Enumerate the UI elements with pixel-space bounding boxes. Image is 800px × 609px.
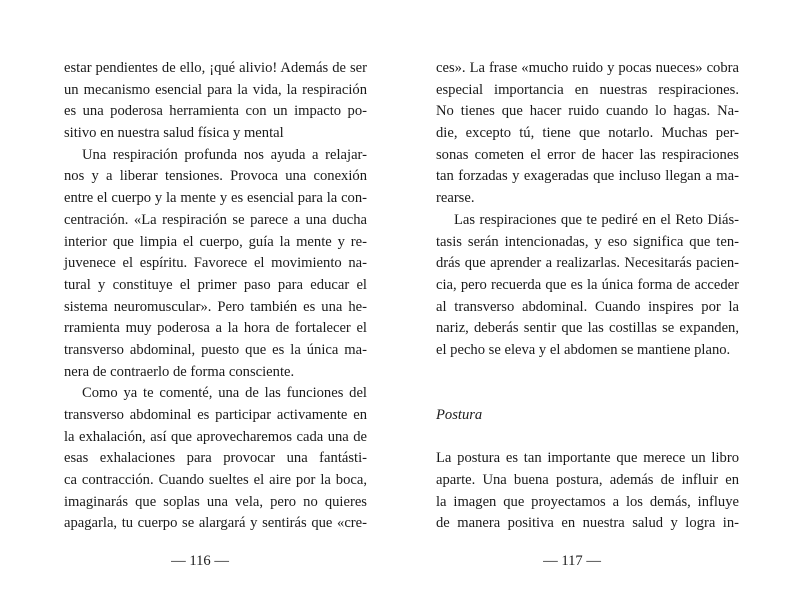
- text-line: la imagen que proyectamos a los demás, influye: [436, 493, 739, 510]
- text-line: Las respiraciones que te pediré en el Reto Diás-: [454, 211, 739, 228]
- text-line: interior que limpia el cuerpo, guía la mente y re-: [64, 233, 367, 250]
- text-line: ces». La frase «mucho ruido y pocas nueces» cobra: [436, 60, 739, 76]
- text-line: Una respiración profunda nos ayuda a relajar-: [82, 146, 367, 163]
- text-line: La postura es tan importante que merece un libro: [436, 450, 739, 467]
- text-line: un mecanismo esencial para la vida, la respiración: [64, 81, 367, 98]
- text-line: sonas cometen el error de hacer las respiraciones: [436, 146, 739, 163]
- text-line: No tienes que hacer ruido cuando lo hagas. Na-: [436, 103, 739, 120]
- text-line: el pecho se eleva y el abdomen se mantiene plano.: [436, 341, 731, 358]
- section-heading: Postura: [436, 407, 483, 423]
- text-line: transverso abdominal, puesto que es la única ma-: [64, 341, 367, 358]
- text-line: cia, pero recuerda que es la única forma de acceder: [436, 276, 739, 293]
- text-line: tan forzadas y exageradas que incluso llegan a ma-: [436, 168, 739, 185]
- text-line: sistema neuromuscular». Pero también es una he-: [64, 298, 367, 315]
- text-line: nos y a liberar tensiones. Provoca una conexión: [64, 168, 367, 185]
- text-line: aparte. Una buena postura, además de influir en: [436, 472, 739, 489]
- text-line: rramienta muy poderosa a la hora de fortalecer el: [64, 320, 367, 337]
- text-line: die, excepto tú, tiene que notarlo. Muchas per-: [436, 125, 739, 142]
- text-line: especial importancia en nuestras respiraciones.: [436, 81, 739, 98]
- text-line: drás que aprender a realizarlas. Necesitarás pacien-: [436, 255, 739, 272]
- right-page: [436, 58, 739, 535]
- text-line: Como ya te comenté, una de las funciones del: [82, 385, 367, 402]
- text-line: de manera positiva en nuestra salud y logra in-: [436, 515, 739, 532]
- text-line: tural y constituye el primer paso para educar el: [64, 276, 367, 293]
- text-line: imaginarás que soplas una vela, pero no quieres: [64, 493, 367, 510]
- text-line: sitivo en nuestra salud física y mental: [64, 125, 284, 142]
- text-line: al transverso abdominal. Cuando inspires por la: [436, 298, 739, 315]
- blank-line: [436, 362, 739, 384]
- text-line: transverso abdominal es participar activamente en: [64, 407, 367, 423]
- text-line: centración. «La respiración se parece a una ducha: [64, 211, 367, 228]
- text-line: ca contracción. Cuando sueltes el aire por la boca,: [64, 472, 367, 489]
- left-page: [64, 58, 367, 535]
- text-line: es una poderosa herramienta con un impacto po-: [64, 103, 367, 120]
- text-line: apagarla, tu cuerpo se alargará y sentirás que «cre-: [64, 515, 367, 532]
- page-number-right: — 117 —: [543, 553, 601, 569]
- blank-line: [436, 383, 739, 405]
- text-line: juvenece el espíritu. Favorece el movimiento na-: [64, 255, 367, 272]
- text-line: la exhalación, así que aprovecharemos cada una de: [64, 428, 367, 445]
- text-line: entre el cuerpo y la mente y es esencial para la con-: [64, 190, 367, 207]
- blank-line: [436, 427, 739, 449]
- page-number-left: — 116 —: [171, 553, 229, 569]
- text-line: estar pendientes de ello, ¡qué alivio! Además de ser: [64, 60, 367, 76]
- text-line: nera de contraerlo de forma consciente.: [64, 363, 295, 380]
- text-line: nariz, deberás sentir que las costillas se expanden,: [436, 320, 739, 337]
- text-line: esas exhalaciones para provocar una fantásti-: [64, 450, 367, 467]
- text-line: tasis serán intencionadas, y eso significa que ten-: [436, 233, 739, 250]
- text-line: rearse.: [436, 190, 475, 207]
